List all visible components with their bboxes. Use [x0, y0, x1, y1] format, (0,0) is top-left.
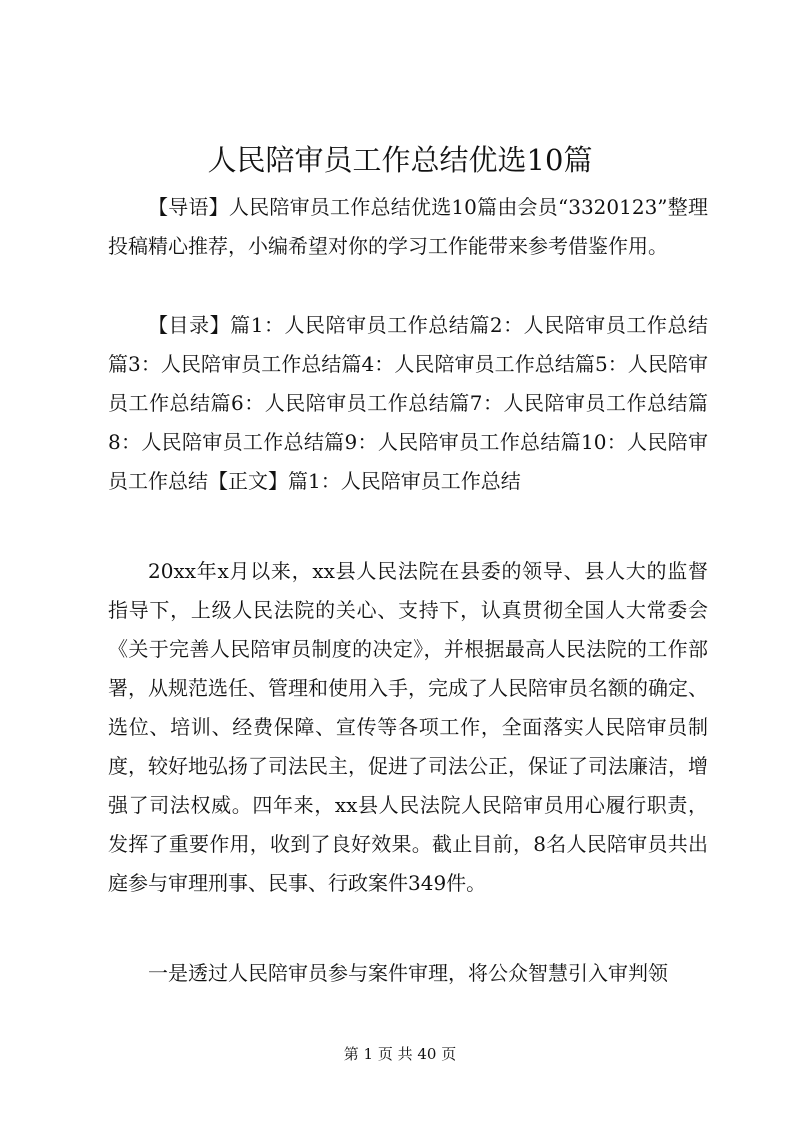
- table-of-contents-paragraph: 【目录】篇1：人民陪审员工作总结篇2：人民陪审员工作总结篇3：人民陪审员工作总结篇4：人民陪审员工作总结篇5：人民陪审员工作总结篇6：人民陪审员工作总结篇7：人民陪审员工作总结篇8：人民陪审员工作总结篇9：人民陪审员工作总结篇10：人民陪审员工作总结【正文】篇1：人民陪审员工作总结: [108, 313, 708, 493]
- page-number-footer: 第 1 页 共 40 页: [343, 1045, 457, 1063]
- body-paragraph: 20xx年x月以来，xx县人民法院在县委的领导、县人大的监督指导下，上级人民法院的关心、支持下，认真贯彻全国人大常委会《关于完善人民陪审员制度的决定》，并根据最高人民法院的工作部署，从规范选任、管理和使用入手，完成了人民陪审员名额的确定、选位、培训、经费保障、宣传等各项工作，全面落实人民陪审员制度，较好地弘扬了司法民主，促进了司法公正，保证了司法廉洁，增强了司法权威。四年来，xx县人民法院人民陪审员用心履行职责，发挥了重要作用，收到了良好效果。截止目前，8名人民陪审员共出庭参与审理刑事、民事、行政案件349件。: [108, 559, 708, 895]
- document-title: 人民陪审员工作总结优选10篇: [207, 143, 593, 177]
- intro-paragraph: 【导语】人民陪审员工作总结优选10篇由会员“3320123”整理投稿精心推荐，小编希望对你的学习工作能带来参考借鉴作用。: [108, 195, 708, 258]
- body-paragraph: 一是透过人民陪审员参与案件审理，将公众智慧引入审判领: [148, 961, 668, 985]
